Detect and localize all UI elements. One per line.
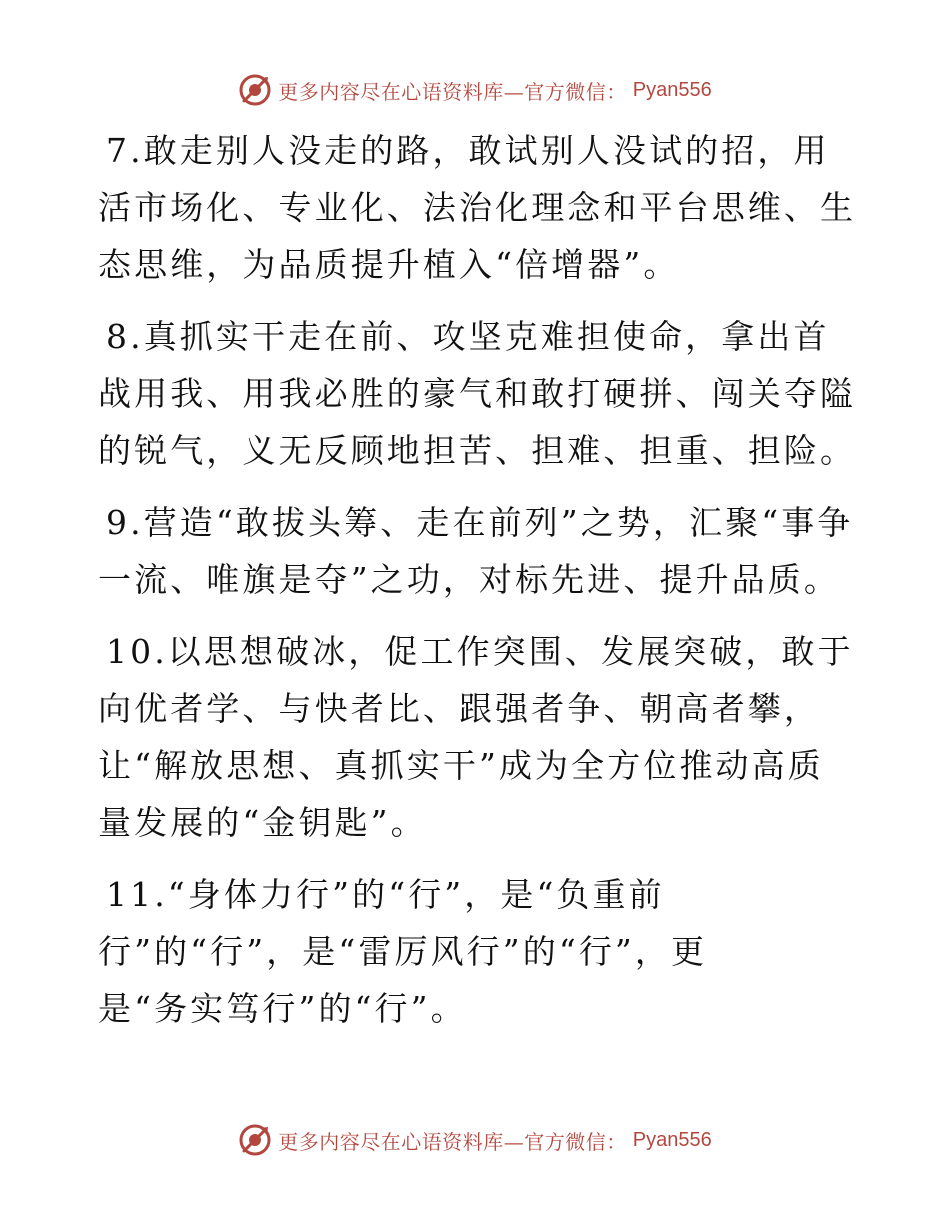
watermark-text: 更多内容尽在心语资料库—官方微信： xyxy=(278,79,627,104)
document-body xyxy=(98,122,858,1052)
quill-logo-icon xyxy=(238,1123,272,1157)
watermark-wechat-id: Pyan556 xyxy=(632,78,712,101)
paragraph-10 xyxy=(98,623,858,851)
paragraph-11 xyxy=(98,866,798,1037)
paragraph-number: 8. xyxy=(106,317,144,356)
header-watermark xyxy=(0,70,950,110)
paragraph-7 xyxy=(98,122,858,293)
paragraph-text: “身体力行”的“行”，是“负重前行”的“行”，是“雷厉风行”的“行”，更是“务实笃行”的“行”。 xyxy=(98,875,708,1028)
paragraph-8 xyxy=(98,308,858,479)
paragraph-number: 11. xyxy=(106,875,168,914)
paragraph-text: 敢走别人没走的路，敢试别人没试的招，用活市场化、专业化、法治化理念和平台思维、生态思维，为品质提升植入“倍增器”。 xyxy=(98,131,857,284)
paragraph-9 xyxy=(98,494,858,608)
watermark-wechat-id: Pyan556 xyxy=(632,1128,712,1151)
paragraph-text: 营造“敢拔头筹、走在前列”之势，汇聚“事争一流、唯旗是夺”之功，对标先进、提升品质。 xyxy=(98,503,854,599)
paragraph-number: 9. xyxy=(106,503,144,542)
watermark-text: 更多内容尽在心语资料库—官方微信： xyxy=(278,1129,627,1154)
quill-logo-icon xyxy=(238,73,272,107)
paragraph-number: 10. xyxy=(106,632,168,671)
paragraph-text: 真抓实干走在前、攻坚克难担使命，拿出首战用我、用我必胜的豪气和敢打硬拼、闯关夺隘的锐气，义无反顾地担苦、担难、担重、担险。 xyxy=(98,317,857,470)
paragraph-number: 7. xyxy=(106,131,144,170)
footer-watermark xyxy=(0,1120,950,1160)
paragraph-text: 以思想破冰，促工作突围、发展突破，敢于向优者学、与快者比、跟强者争、朝高者攀，让“解放思想、真抓实干”成为全方位推动高质量发展的“金钥匙”。 xyxy=(98,632,854,842)
